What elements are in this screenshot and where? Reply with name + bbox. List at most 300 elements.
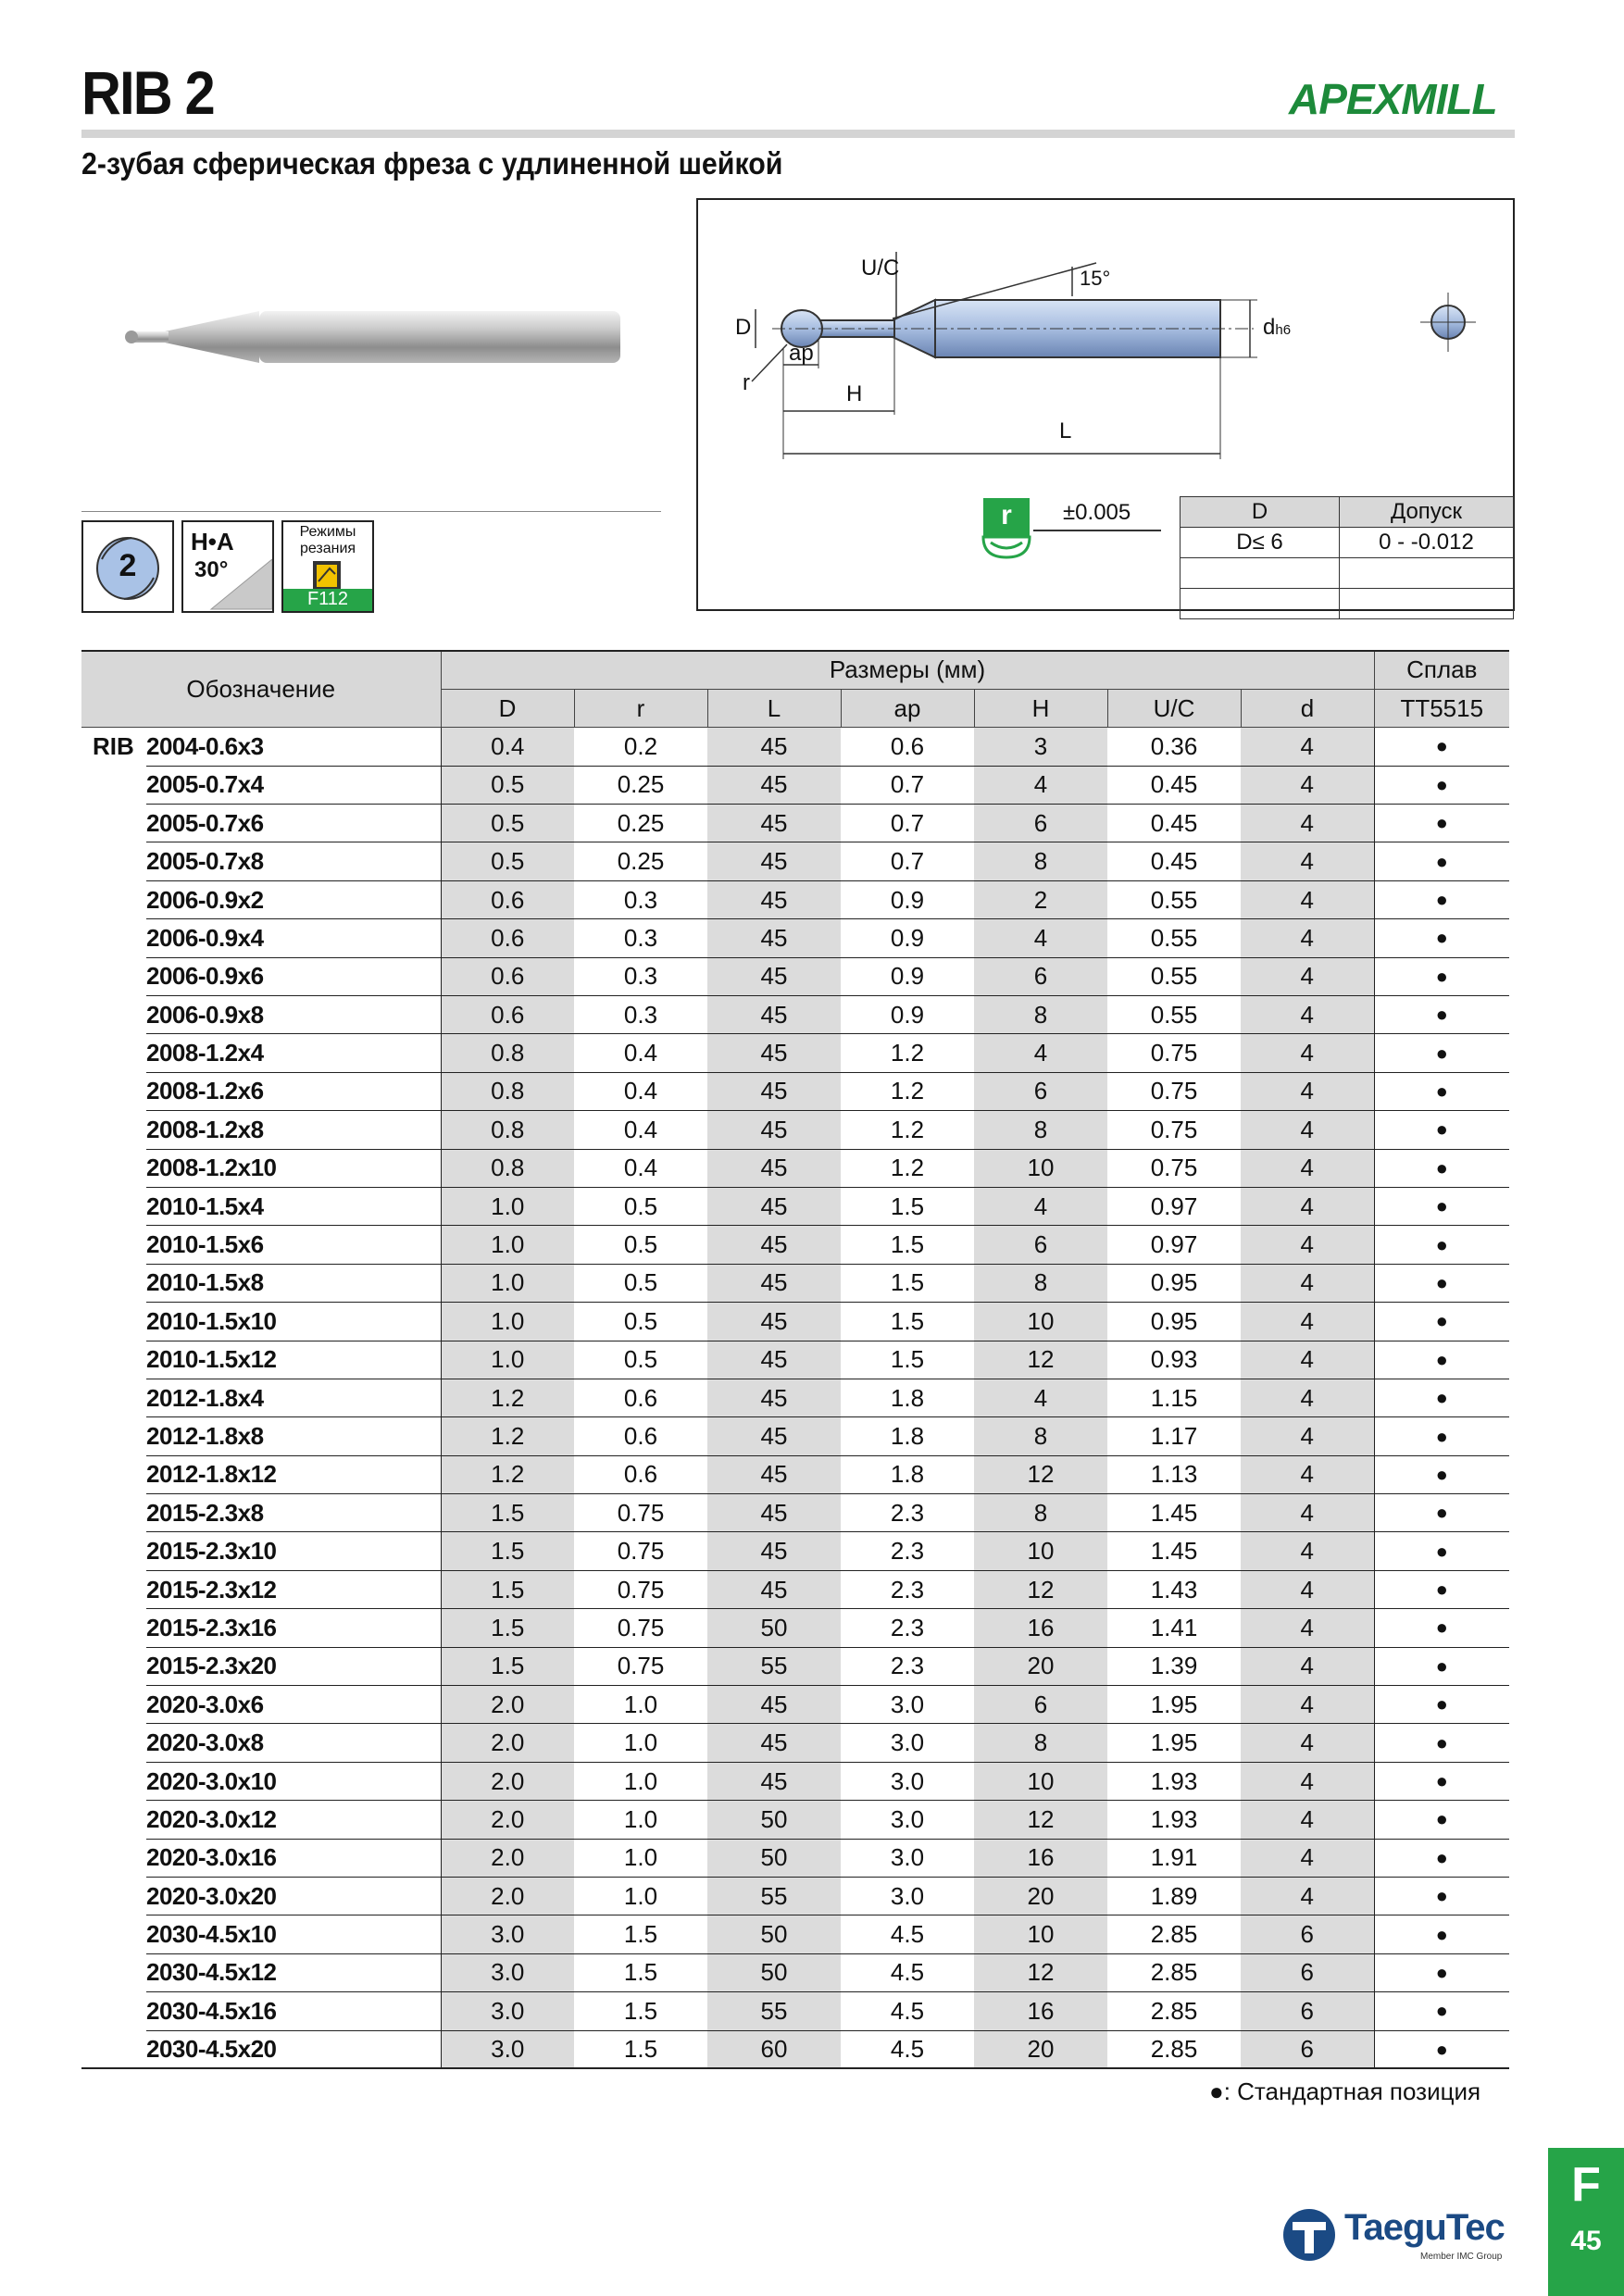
row-prefix <box>81 996 146 1034</box>
cell-shank-d: 4 <box>1241 957 1374 995</box>
cell-availability-dot: ● <box>1374 1341 1509 1379</box>
cell-availability-dot: ● <box>1374 1149 1509 1187</box>
cell-l: 45 <box>707 996 841 1034</box>
cell-h: 3 <box>974 728 1107 766</box>
cell-d: 2.0 <box>441 1878 574 1915</box>
cell-shank-d: 4 <box>1241 1724 1374 1762</box>
cell-uc: 0.93 <box>1107 1341 1241 1379</box>
row-prefix <box>81 1417 146 1455</box>
row-prefix <box>81 1494 146 1532</box>
cell-h: 8 <box>974 1417 1107 1455</box>
row-designation: 2005-0.7x4 <box>146 766 441 804</box>
cell-l: 50 <box>707 1953 841 1991</box>
cell-uc: 1.91 <box>1107 1839 1241 1877</box>
page-number: 45 <box>1570 2226 1602 2256</box>
cell-shank-d: 4 <box>1241 766 1374 804</box>
cell-shank-d: 4 <box>1241 1839 1374 1877</box>
cell-h: 16 <box>974 1992 1107 2030</box>
tolerance-underline <box>1033 530 1161 531</box>
cell-uc: 0.55 <box>1107 996 1241 1034</box>
tolerance-header-row <box>1181 497 1514 528</box>
row-designation: 2006-0.9x4 <box>146 919 441 957</box>
cell-l: 45 <box>707 1149 841 1187</box>
cell-d: 1.5 <box>441 1609 574 1647</box>
cell-r: 0.5 <box>574 1226 707 1264</box>
table-row <box>81 919 1509 957</box>
cell-d: 1.0 <box>441 1341 574 1379</box>
row-designation: 2015-2.3x20 <box>146 1647 441 1685</box>
row-prefix: RIB <box>81 728 146 766</box>
cell-d: 0.8 <box>441 1111 574 1149</box>
table-row <box>81 1686 1509 1724</box>
cell-ap: 1.2 <box>841 1072 974 1110</box>
table-row <box>81 1341 1509 1379</box>
table-row <box>81 957 1509 995</box>
cell-h: 12 <box>974 1801 1107 1839</box>
cell-r: 1.0 <box>574 1839 707 1877</box>
cell-d: 3.0 <box>441 2030 574 2068</box>
cell-ap: 1.8 <box>841 1417 974 1455</box>
cell-ap: 2.3 <box>841 1532 974 1570</box>
row-prefix <box>81 1303 146 1341</box>
row-prefix <box>81 2030 146 2068</box>
cell-ap: 1.5 <box>841 1226 974 1264</box>
table-row <box>81 1417 1509 1455</box>
row-designation: 2030-4.5x10 <box>146 1915 441 1953</box>
cell-ap: 3.0 <box>841 1801 974 1839</box>
cell-l: 45 <box>707 805 841 842</box>
cutting-conditions-icon[interactable] <box>281 520 374 613</box>
cell-shank-d: 4 <box>1241 1570 1374 1608</box>
cell-h: 12 <box>974 1341 1107 1379</box>
cell-l: 50 <box>707 1915 841 1953</box>
cell-shank-d: 4 <box>1241 1647 1374 1685</box>
cell-l: 55 <box>707 1878 841 1915</box>
cell-r: 0.6 <box>574 1379 707 1416</box>
cell-h: 8 <box>974 1111 1107 1149</box>
tolerance-cell <box>1340 558 1514 589</box>
cell-ap: 3.0 <box>841 1878 974 1915</box>
alloy-header: Сплав <box>1374 651 1509 689</box>
row-prefix <box>81 880 146 918</box>
table-row <box>81 1915 1509 1953</box>
cell-d: 1.2 <box>441 1379 574 1416</box>
cell-uc: 0.95 <box>1107 1264 1241 1302</box>
flute-count-icon <box>81 520 174 613</box>
cell-l: 55 <box>707 1992 841 2030</box>
row-prefix <box>81 1455 146 1493</box>
cell-h: 20 <box>974 2030 1107 2068</box>
cell-h: 16 <box>974 1839 1107 1877</box>
label-dh6 <box>1263 315 1291 341</box>
cell-uc: 1.43 <box>1107 1570 1241 1608</box>
cell-availability-dot: ● <box>1374 1264 1509 1302</box>
cell-availability-dot: ● <box>1374 1379 1509 1416</box>
row-prefix <box>81 957 146 995</box>
cell-h: 10 <box>974 1915 1107 1953</box>
cell-ap: 2.3 <box>841 1609 974 1647</box>
cell-d: 2.0 <box>441 1724 574 1762</box>
cell-d: 0.6 <box>441 996 574 1034</box>
cell-uc: 1.45 <box>1107 1494 1241 1532</box>
label-uc: U/C <box>861 256 900 281</box>
cell-r: 0.75 <box>574 1609 707 1647</box>
cell-availability-dot: ● <box>1374 1762 1509 1800</box>
taegutec-logo <box>1280 2202 1520 2266</box>
row-designation: 2008-1.2x8 <box>146 1111 441 1149</box>
cell-shank-d: 4 <box>1241 1072 1374 1110</box>
cell-uc: 0.97 <box>1107 1226 1241 1264</box>
section-letter: F <box>1571 2158 1601 2212</box>
cell-shank-d: 4 <box>1241 1341 1374 1379</box>
page-subtitle: 2-зубая сферическая фреза с удлиненной шейкой <box>81 146 783 181</box>
cell-shank-d: 4 <box>1241 996 1374 1034</box>
table-row <box>81 842 1509 880</box>
cell-h: 4 <box>974 1034 1107 1072</box>
cell-d: 0.8 <box>441 1072 574 1110</box>
table-row <box>81 1878 1509 1915</box>
tolerance-header-tol: Допуск <box>1340 497 1514 528</box>
radius-tolerance-badge <box>981 496 1031 559</box>
cell-availability-dot: ● <box>1374 1570 1509 1608</box>
cell-h: 6 <box>974 1226 1107 1264</box>
cell-availability-dot: ● <box>1374 1532 1509 1570</box>
tolerance-header-d: D <box>1181 497 1340 528</box>
row-designation: 2020-3.0x16 <box>146 1839 441 1877</box>
cell-ap: 2.3 <box>841 1647 974 1685</box>
table-row <box>81 1570 1509 1608</box>
cond-label-2: резания <box>299 541 356 556</box>
cell-ap: 0.7 <box>841 842 974 880</box>
cell-h: 8 <box>974 842 1107 880</box>
cell-d: 1.2 <box>441 1417 574 1455</box>
separator-line <box>81 511 661 512</box>
cell-ap: 0.7 <box>841 805 974 842</box>
row-prefix <box>81 1072 146 1110</box>
table-row <box>81 1647 1509 1685</box>
tolerance-cell: D≤ 6 <box>1181 528 1340 558</box>
cell-h: 4 <box>974 1379 1107 1416</box>
cell-l: 45 <box>707 1686 841 1724</box>
cell-uc: 0.75 <box>1107 1111 1241 1149</box>
col-header-d: D <box>441 689 574 727</box>
tolerance-cell: 0 - -0.012 <box>1340 528 1514 558</box>
cell-h: 2 <box>974 880 1107 918</box>
cell-uc: 0.36 <box>1107 728 1241 766</box>
cell-shank-d: 4 <box>1241 1455 1374 1493</box>
cell-r: 1.5 <box>574 1915 707 1953</box>
col-header-l: L <box>707 689 841 727</box>
cell-availability-dot: ● <box>1374 1724 1509 1762</box>
row-prefix <box>81 1724 146 1762</box>
cell-h: 8 <box>974 1494 1107 1532</box>
cell-ap: 0.9 <box>841 919 974 957</box>
table-row <box>81 1034 1509 1072</box>
cell-d: 1.5 <box>441 1494 574 1532</box>
table-row <box>81 766 1509 804</box>
cell-h: 8 <box>974 1264 1107 1302</box>
cell-l: 45 <box>707 1187 841 1225</box>
cell-shank-d: 4 <box>1241 1303 1374 1341</box>
cell-uc: 1.17 <box>1107 1417 1241 1455</box>
cell-l: 45 <box>707 1724 841 1762</box>
cell-ap: 1.5 <box>841 1303 974 1341</box>
cell-ap: 3.0 <box>841 1724 974 1762</box>
cell-availability-dot: ● <box>1374 1072 1509 1110</box>
row-designation: 2020-3.0x8 <box>146 1724 441 1762</box>
cell-r: 1.5 <box>574 1953 707 1991</box>
cell-ap: 1.5 <box>841 1341 974 1379</box>
cell-l: 45 <box>707 728 841 766</box>
cell-ap: 4.5 <box>841 1915 974 1953</box>
row-designation: 2030-4.5x20 <box>146 2030 441 2068</box>
cell-r: 0.3 <box>574 880 707 918</box>
col-header-h: H <box>974 689 1107 727</box>
tolerance-cell <box>1340 589 1514 619</box>
row-prefix <box>81 919 146 957</box>
cell-d: 3.0 <box>441 1953 574 1991</box>
cell-shank-d: 4 <box>1241 1878 1374 1915</box>
cell-d: 0.8 <box>441 1034 574 1072</box>
cell-l: 45 <box>707 1072 841 1110</box>
cell-shank-d: 6 <box>1241 1992 1374 2030</box>
table-header-row <box>81 651 1509 689</box>
cell-d: 0.5 <box>441 842 574 880</box>
cell-r: 0.75 <box>574 1532 707 1570</box>
cell-h: 12 <box>974 1570 1107 1608</box>
cell-h: 4 <box>974 919 1107 957</box>
cell-d: 2.0 <box>441 1839 574 1877</box>
cell-ap: 0.7 <box>841 766 974 804</box>
row-prefix <box>81 1992 146 2030</box>
cell-availability-dot: ● <box>1374 919 1509 957</box>
label-angle: 15° <box>1080 267 1111 290</box>
cell-ap: 4.5 <box>841 1992 974 2030</box>
cell-ap: 4.5 <box>841 2030 974 2068</box>
cell-uc: 0.97 <box>1107 1187 1241 1225</box>
cell-ap: 3.0 <box>841 1762 974 1800</box>
table-row <box>81 880 1509 918</box>
alloy-grade-header: TT5515 <box>1374 689 1509 727</box>
cell-h: 4 <box>974 1187 1107 1225</box>
cell-h: 4 <box>974 766 1107 804</box>
brand-part-b: MILL <box>1401 75 1497 123</box>
row-designation: 2012-1.8x12 <box>146 1455 441 1493</box>
table-row <box>81 1609 1509 1647</box>
cell-uc: 2.85 <box>1107 1992 1241 2030</box>
cell-ap: 2.3 <box>841 1494 974 1532</box>
row-prefix <box>81 805 146 842</box>
cell-uc: 1.15 <box>1107 1379 1241 1416</box>
table-row <box>81 1455 1509 1493</box>
table-row <box>81 805 1509 842</box>
cell-d: 0.5 <box>441 766 574 804</box>
cell-d: 3.0 <box>441 1992 574 2030</box>
cell-shank-d: 4 <box>1241 1609 1374 1647</box>
helix-angle: 30° <box>194 557 229 582</box>
cell-l: 45 <box>707 1417 841 1455</box>
cell-h: 6 <box>974 957 1107 995</box>
label-l: L <box>1059 418 1072 443</box>
cell-uc: 0.55 <box>1107 957 1241 995</box>
cell-ap: 0.9 <box>841 880 974 918</box>
label-d: D <box>735 315 752 340</box>
cell-availability-dot: ● <box>1374 1187 1509 1225</box>
cell-r: 0.3 <box>574 996 707 1034</box>
cell-ap: 0.6 <box>841 728 974 766</box>
row-designation: 2008-1.2x10 <box>146 1149 441 1187</box>
cell-d: 0.4 <box>441 728 574 766</box>
logo-subtext: Member IMC Group <box>1420 2252 1503 2262</box>
cell-availability-dot: ● <box>1374 957 1509 995</box>
cell-uc: 1.93 <box>1107 1801 1241 1839</box>
cell-r: 0.6 <box>574 1455 707 1493</box>
cell-shank-d: 6 <box>1241 1915 1374 1953</box>
cell-ap: 1.5 <box>841 1187 974 1225</box>
cell-l: 50 <box>707 1839 841 1877</box>
table-row <box>81 1801 1509 1839</box>
tolerance-table <box>1180 496 1514 619</box>
cell-r: 0.4 <box>574 1034 707 1072</box>
cell-ap: 4.5 <box>841 1953 974 1991</box>
cell-l: 45 <box>707 1762 841 1800</box>
cell-uc: 2.85 <box>1107 1953 1241 1991</box>
cell-l: 45 <box>707 1034 841 1072</box>
cell-availability-dot: ● <box>1374 2030 1509 2068</box>
cell-l: 60 <box>707 2030 841 2068</box>
col-header-shank-d: d <box>1241 689 1374 727</box>
cell-l: 45 <box>707 1494 841 1532</box>
cell-uc: 1.39 <box>1107 1647 1241 1685</box>
cell-ap: 1.8 <box>841 1379 974 1416</box>
cell-l: 45 <box>707 1111 841 1149</box>
cell-shank-d: 4 <box>1241 1494 1374 1532</box>
row-prefix <box>81 1187 146 1225</box>
cell-h: 8 <box>974 996 1107 1034</box>
row-prefix <box>81 1149 146 1187</box>
page-title: RIB 2 <box>81 58 214 127</box>
cell-l: 50 <box>707 1609 841 1647</box>
logo-text: TaeguTec <box>1344 2207 1505 2248</box>
label-dh6-main: d <box>1263 315 1276 340</box>
table-row <box>81 1839 1509 1877</box>
row-prefix <box>81 1839 146 1877</box>
apexmill-logo <box>1289 74 1497 124</box>
cell-uc: 1.95 <box>1107 1686 1241 1724</box>
row-prefix <box>81 1570 146 1608</box>
cell-shank-d: 6 <box>1241 2030 1374 2068</box>
cell-h: 10 <box>974 1762 1107 1800</box>
cell-r: 0.75 <box>574 1647 707 1685</box>
tolerance-row <box>1181 528 1514 558</box>
cell-l: 45 <box>707 842 841 880</box>
cell-d: 0.6 <box>441 957 574 995</box>
row-designation: 2004-0.6x3 <box>146 728 441 766</box>
cell-r: 1.0 <box>574 1686 707 1724</box>
cell-availability-dot: ● <box>1374 1686 1509 1724</box>
cell-r: 0.2 <box>574 728 707 766</box>
row-prefix <box>81 766 146 804</box>
col-header-ap: ap <box>841 689 974 727</box>
cell-shank-d: 4 <box>1241 1686 1374 1724</box>
table-row <box>81 1494 1509 1532</box>
flute-count: 2 <box>119 548 137 583</box>
tolerance-row <box>1181 558 1514 589</box>
cell-availability-dot: ● <box>1374 1609 1509 1647</box>
cell-r: 1.5 <box>574 1992 707 2030</box>
tolerance-row <box>1181 589 1514 619</box>
cell-l: 45 <box>707 880 841 918</box>
col-header-r: r <box>574 689 707 727</box>
cell-availability-dot: ● <box>1374 805 1509 842</box>
table-row <box>81 1992 1509 2030</box>
title-rule <box>81 130 1515 138</box>
cell-r: 0.75 <box>574 1494 707 1532</box>
cell-uc: 1.13 <box>1107 1455 1241 1493</box>
table-row <box>81 1149 1509 1187</box>
cell-h: 10 <box>974 1532 1107 1570</box>
table-row <box>81 1264 1509 1302</box>
cell-uc: 0.45 <box>1107 766 1241 804</box>
cell-availability-dot: ● <box>1374 1303 1509 1341</box>
cell-d: 3.0 <box>441 1915 574 1953</box>
col-header-uc: U/C <box>1107 689 1241 727</box>
table-row <box>81 1072 1509 1110</box>
cell-availability-dot: ● <box>1374 728 1509 766</box>
cell-l: 45 <box>707 1341 841 1379</box>
cell-availability-dot: ● <box>1374 1992 1509 2030</box>
row-designation: 2010-1.5x4 <box>146 1187 441 1225</box>
spec-table <box>81 650 1509 2069</box>
cell-ap: 1.2 <box>841 1149 974 1187</box>
table-row <box>81 728 1509 766</box>
cell-availability-dot: ● <box>1374 1494 1509 1532</box>
cell-l: 45 <box>707 766 841 804</box>
tool-photo <box>120 278 657 398</box>
cell-h: 10 <box>974 1149 1107 1187</box>
cell-d: 0.6 <box>441 919 574 957</box>
cell-shank-d: 6 <box>1241 1953 1374 1991</box>
cell-r: 0.4 <box>574 1111 707 1149</box>
cell-availability-dot: ● <box>1374 766 1509 804</box>
cell-h: 16 <box>974 1609 1107 1647</box>
cell-shank-d: 4 <box>1241 842 1374 880</box>
cell-availability-dot: ● <box>1374 842 1509 880</box>
cell-shank-d: 4 <box>1241 919 1374 957</box>
table-row <box>81 996 1509 1034</box>
brand-part-a: APEX <box>1289 75 1402 123</box>
cell-availability-dot: ● <box>1374 996 1509 1034</box>
cell-uc: 0.75 <box>1107 1034 1241 1072</box>
row-prefix <box>81 1379 146 1416</box>
row-prefix <box>81 1762 146 1800</box>
row-designation: 2008-1.2x4 <box>146 1034 441 1072</box>
cell-r: 0.3 <box>574 957 707 995</box>
cell-shank-d: 4 <box>1241 1379 1374 1416</box>
cell-l: 50 <box>707 1801 841 1839</box>
cell-uc: 0.45 <box>1107 842 1241 880</box>
cell-r: 1.0 <box>574 1724 707 1762</box>
cell-availability-dot: ● <box>1374 1226 1509 1264</box>
cell-availability-dot: ● <box>1374 1953 1509 1991</box>
cell-availability-dot: ● <box>1374 1111 1509 1149</box>
cell-r: 0.25 <box>574 766 707 804</box>
cell-l: 45 <box>707 1532 841 1570</box>
row-prefix <box>81 1801 146 1839</box>
cell-r: 0.6 <box>574 1417 707 1455</box>
row-designation: 2006-0.9x2 <box>146 880 441 918</box>
row-prefix <box>81 1647 146 1685</box>
